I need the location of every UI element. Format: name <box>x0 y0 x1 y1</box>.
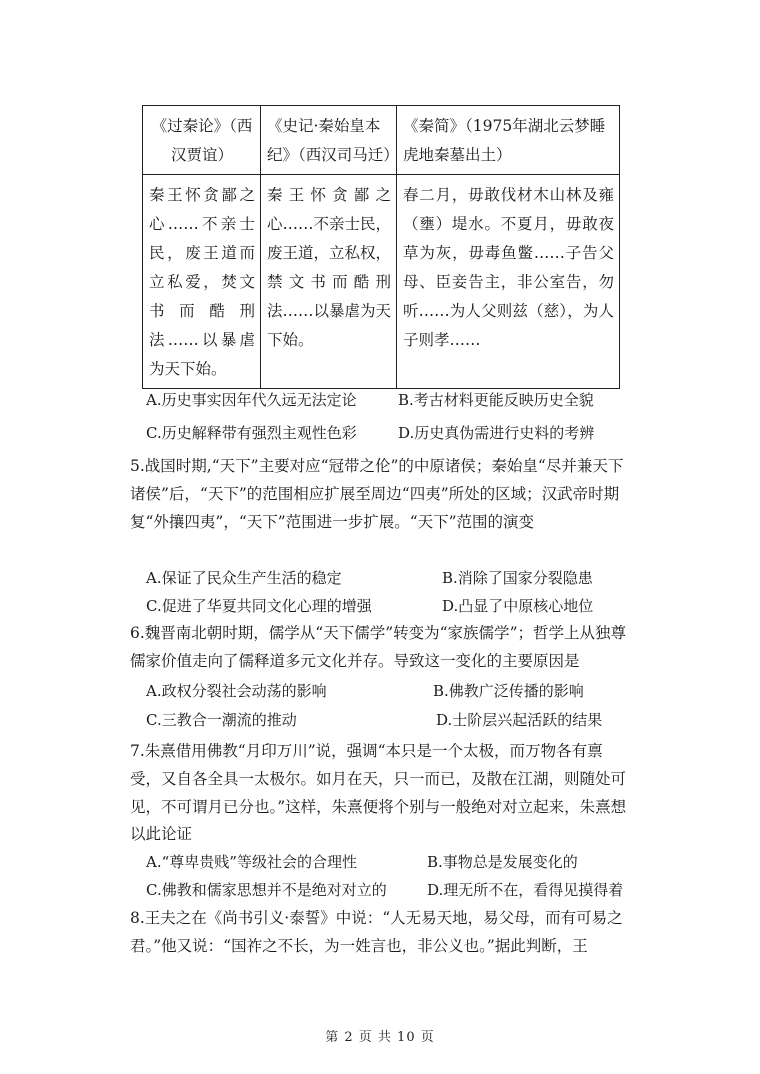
q4-option-b[interactable]: B.考古材料更能反映历史全貌 <box>398 391 594 409</box>
q7-option-b[interactable]: B.事物总是发展变化的 <box>427 853 578 871</box>
q6-option-d[interactable]: D.士阶层兴起活跃的结果 <box>436 711 603 729</box>
question-6 <box>130 620 630 676</box>
q7-option-d[interactable]: D.理无所不在，看得见摸得着 <box>427 881 624 899</box>
q4-option-c[interactable]: C.历史解释带有强烈主观性色彩 <box>146 424 357 442</box>
table-content-row <box>143 175 620 389</box>
table-header-row <box>143 106 620 175</box>
source-comparison-table <box>142 105 620 389</box>
header-shiji: 《史记·秦始皇本纪》（西汉司马迁） <box>261 106 397 175</box>
q6-option-b[interactable]: B.佛教广泛传播的影响 <box>433 682 584 700</box>
q4-option-a[interactable]: A.历史事实因年代久远无法定论 <box>146 391 357 409</box>
q4-option-d[interactable]: D.历史真伪需进行史料的考辨 <box>398 424 595 442</box>
question-5 <box>130 453 630 536</box>
q7-stem: 7.朱熹借用佛教“月印万川”说，强调“本只是一个太极，而万物各有禀受，又自各全具一太极尔。如月在天，只一而已，及散在江湖，则随处可见，不可谓月已分也。”这样，朱熹便将个别与一般绝对对立起来，朱熹想以此论证 <box>130 742 627 844</box>
question-7 <box>130 738 630 849</box>
q6-option-a[interactable]: A.政权分裂社会动荡的影响 <box>146 682 327 700</box>
q5-option-a[interactable]: A.保证了民众生产生活的稳定 <box>146 569 342 587</box>
q5-option-d[interactable]: D.凸显了中原核心地位 <box>442 597 594 615</box>
q7-option-a[interactable]: A.“尊卑贵贱”等级社会的合理性 <box>146 853 357 871</box>
header-guo-qin-lun: 《过秦论》（西汉贾谊） <box>143 106 261 175</box>
q6-stem: 6.魏晋南北朝时期，儒学从“天下儒学”转变为“家族儒学”；哲学上从独尊儒家价值走向了儒释道多元文化并存。导致这一变化的主要原因是 <box>130 624 626 670</box>
q7-option-c[interactable]: C.佛教和儒家思想并不是绝对对立的 <box>146 881 387 899</box>
q5-option-b[interactable]: B.消除了国家分裂隐患 <box>442 569 593 587</box>
q5-stem: 5.战国时期,“天下”主要对应“冠带之伦”的中原诸侯；秦始皇“尽并兼天下诸侯”后，“天下”的范围相应扩展至周边“四夷”所处的区域；汉武帝时期复“外攘四夷”，“天下”范围进一步扩展。“天下”范围的演变 <box>130 457 624 531</box>
q8-stem: 8.王夫之在《尚书引义·泰誓》中说：“人无易天地，易父母，而有可易之君。”他又说：“国祚之不长，为一姓言也，非公义也。”据此判断，王 <box>130 909 623 955</box>
q6-option-c[interactable]: C.三教合一潮流的推动 <box>146 711 297 729</box>
cell-qin-jian: 春二月，毋敢伐材木山林及雍（壅）堤水。不夏月，毋敢夜草为灰，毋毒鱼鳖……子告父母、臣妾告主，非公室告，勿听……为人父则兹（慈），为人子则孝…… <box>397 175 620 389</box>
page-number-footer: 第 2 页 共 10 页 <box>325 1030 435 1045</box>
question-8 <box>130 905 630 961</box>
q5-option-c[interactable]: C.促进了华夏共同文化心理的增强 <box>146 597 372 615</box>
cell-shiji: 秦王怀贪鄙之心……不亲士民，废王道，立私权，禁文书而酷刑法……以暴虐为天下始。 <box>261 175 397 389</box>
cell-guo-qin-lun: 秦王怀贪鄙之心……不亲士民，废王道而立私爱，焚文书而酷刑法……以暴虐为天下始。 <box>143 175 261 389</box>
header-qin-jian: 《秦简》（1975年湖北云梦睡虎地秦墓出土） <box>397 106 620 175</box>
